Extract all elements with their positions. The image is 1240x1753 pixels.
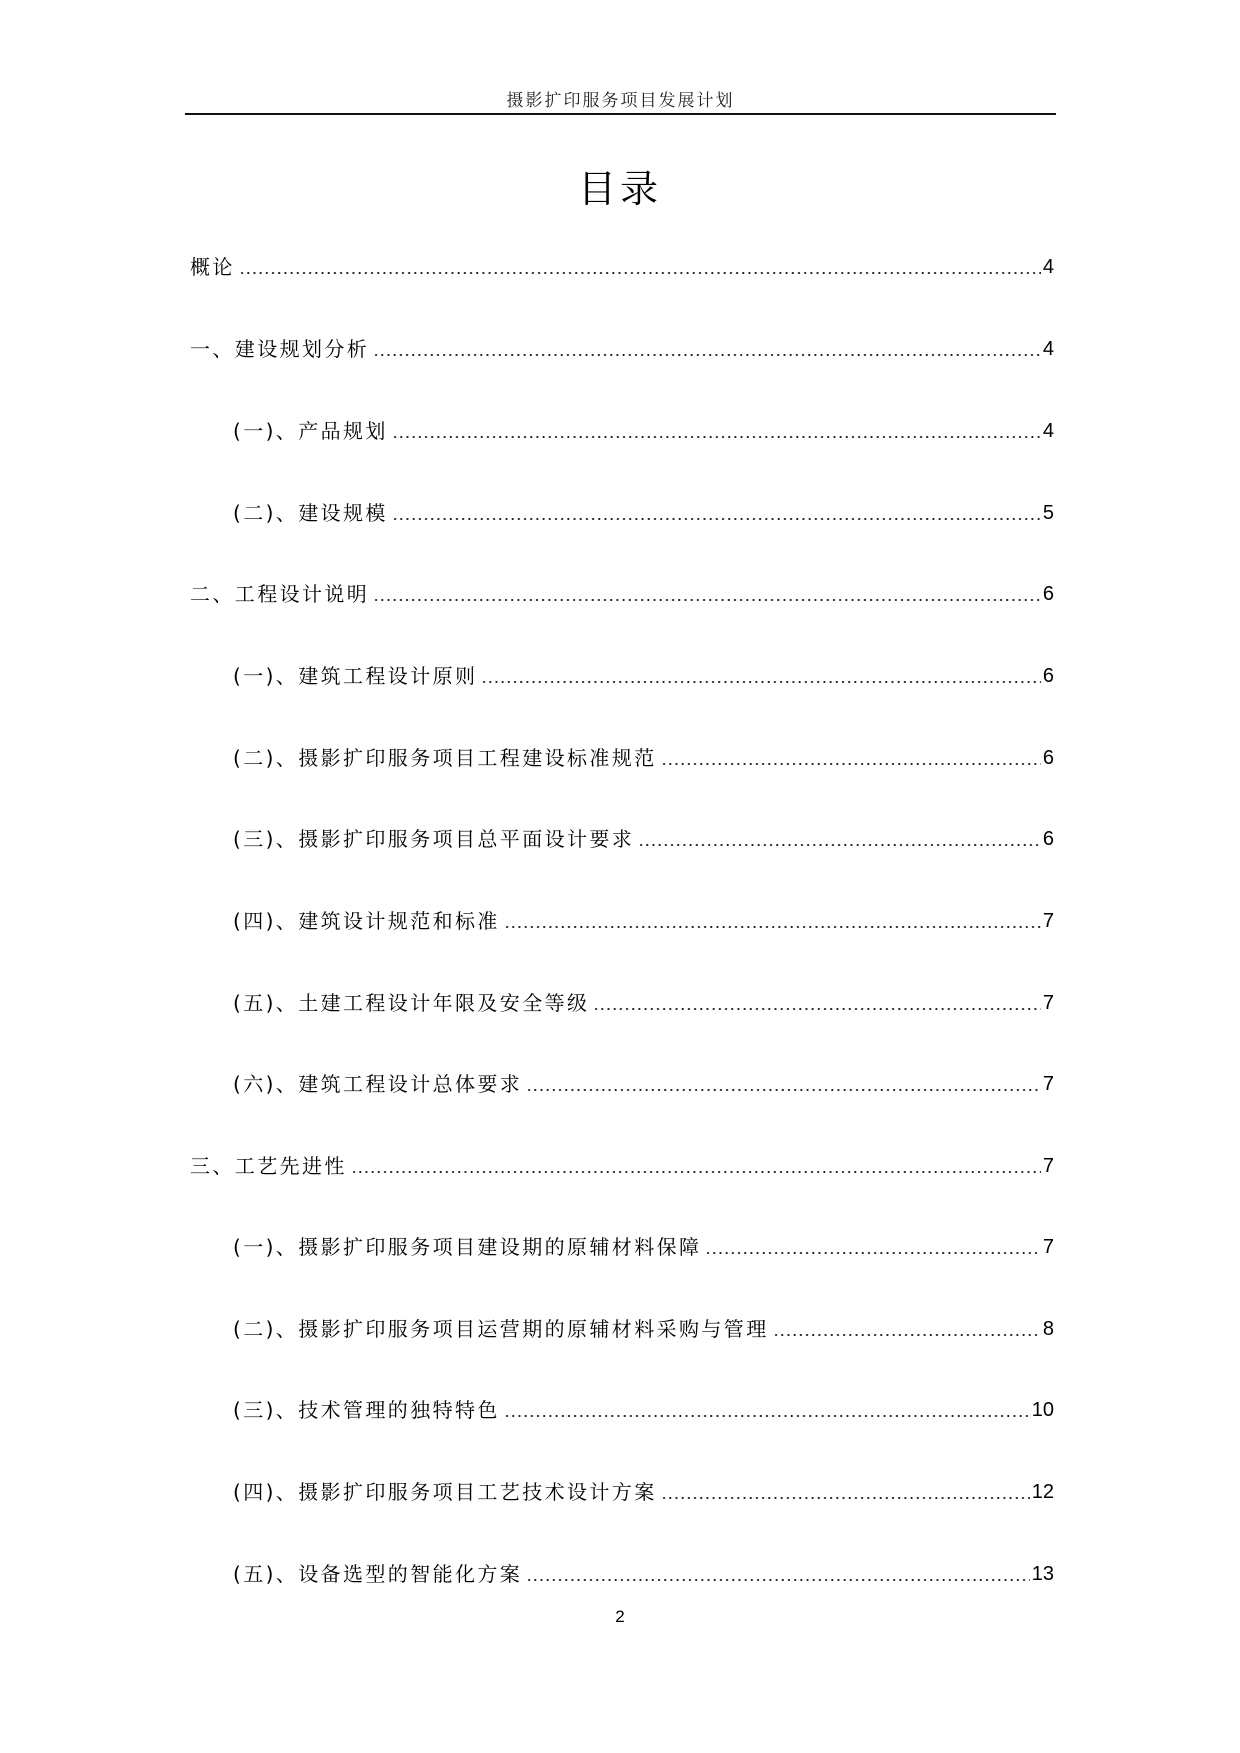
dot-leader [526,1579,1030,1581]
toc-entry-page: 5 [1042,502,1054,524]
toc-entry-page: 4 [1042,256,1054,278]
toc-entry-page: 4 [1042,420,1054,442]
toc-entry-section-3-3[interactable] [233,1393,1054,1423]
header-rule [185,113,1056,115]
dot-leader [504,1415,1030,1417]
toc-entry-page: 7 [1042,910,1054,932]
toc-entry-label: (五)、土建工程设计年限及安全等级 [233,991,590,1015]
dot-leader [392,518,1041,520]
toc-entry-label: 一、建设规划分析 [190,337,370,361]
toc-entry-label: (二)、摄影扩印服务项目工程建设标准规范 [233,746,657,770]
toc-entry-page: 10 [1031,1399,1054,1421]
toc-entry-section-1-1[interactable] [233,414,1054,444]
toc-entry-label: (四)、建筑设计规范和标准 [233,909,500,933]
toc-entry-page: 12 [1031,1481,1054,1503]
toc-entry-page: 6 [1042,747,1054,769]
dot-leader [504,926,1041,928]
toc-entry-label: (二)、摄影扩印服务项目运营期的原辅材料采购与管理 [233,1317,769,1341]
dot-leader [239,272,1041,274]
toc-entry-section-2-3[interactable] [233,822,1054,852]
toc-entry-label: (六)、建筑工程设计总体要求 [233,1072,523,1096]
dot-leader [392,436,1041,438]
toc-entry-section-2-4[interactable] [233,904,1054,934]
toc-entry-label: 三、工艺先进性 [190,1154,347,1178]
toc-entry-page: 8 [1042,1318,1054,1340]
toc-entry-section-2[interactable] [190,577,1054,607]
dot-leader [351,1171,1041,1173]
dot-leader [373,354,1041,356]
toc-entry-section-3-5[interactable] [233,1557,1054,1587]
dot-leader [481,681,1040,683]
dot-leader [773,1334,1041,1336]
dot-leader [638,844,1041,846]
dot-leader [526,1089,1041,1091]
toc-entry-label: (三)、技术管理的独特特色 [233,1398,500,1422]
toc-entry-section-2-5[interactable] [233,986,1054,1016]
toc-entry-label: (一)、产品规划 [233,419,388,443]
toc-entry-page: 7 [1042,1236,1054,1258]
toc-title: 目录 [577,167,662,211]
toc-entry-page: 6 [1042,665,1054,687]
toc-entry-overview[interactable] [190,250,1054,280]
toc-entry-page: 6 [1042,828,1054,850]
dot-leader [373,599,1041,601]
toc-entry-page: 7 [1042,992,1054,1014]
dot-leader [593,1008,1040,1010]
toc-entry-label: 二、工程设计说明 [190,582,370,606]
toc-entry-section-3-4[interactable] [233,1475,1054,1505]
toc-entry-section-2-6[interactable] [233,1067,1054,1097]
toc-entry-page: 13 [1031,1563,1054,1585]
toc-entry-label: (五)、设备选型的智能化方案 [233,1562,523,1586]
toc-entry-label: (一)、摄影扩印服务项目建设期的原辅材料保障 [233,1235,702,1259]
dot-leader [705,1252,1040,1254]
page-number: 2 [615,1607,625,1626]
toc-entry-section-3-1[interactable] [233,1230,1054,1260]
toc-entry-label: (二)、建设规模 [233,501,388,525]
toc-entry-label: (四)、摄影扩印服务项目工艺技术设计方案 [233,1480,657,1504]
toc-entry-section-2-2[interactable] [233,741,1054,771]
toc-entry-section-1-2[interactable] [233,496,1054,526]
toc-entry-page: 4 [1042,338,1054,360]
toc-entry-page: 6 [1042,583,1054,605]
toc-entry-label: 概论 [190,255,235,279]
toc-entry-page: 7 [1042,1155,1054,1177]
toc-entry-section-2-1[interactable] [233,659,1054,689]
dot-leader [661,1497,1030,1499]
toc-entry-page: 7 [1042,1073,1054,1095]
dot-leader [661,763,1041,765]
toc-entry-section-1[interactable] [190,332,1054,362]
toc-entry-label: (三)、摄影扩印服务项目总平面设计要求 [233,827,635,851]
running-header: 摄影扩印服务项目发展计划 [506,91,735,111]
toc-entry-section-3-2[interactable] [233,1312,1054,1342]
toc-entry-label: (一)、建筑工程设计原则 [233,664,478,688]
toc-entry-section-3[interactable] [190,1149,1054,1179]
